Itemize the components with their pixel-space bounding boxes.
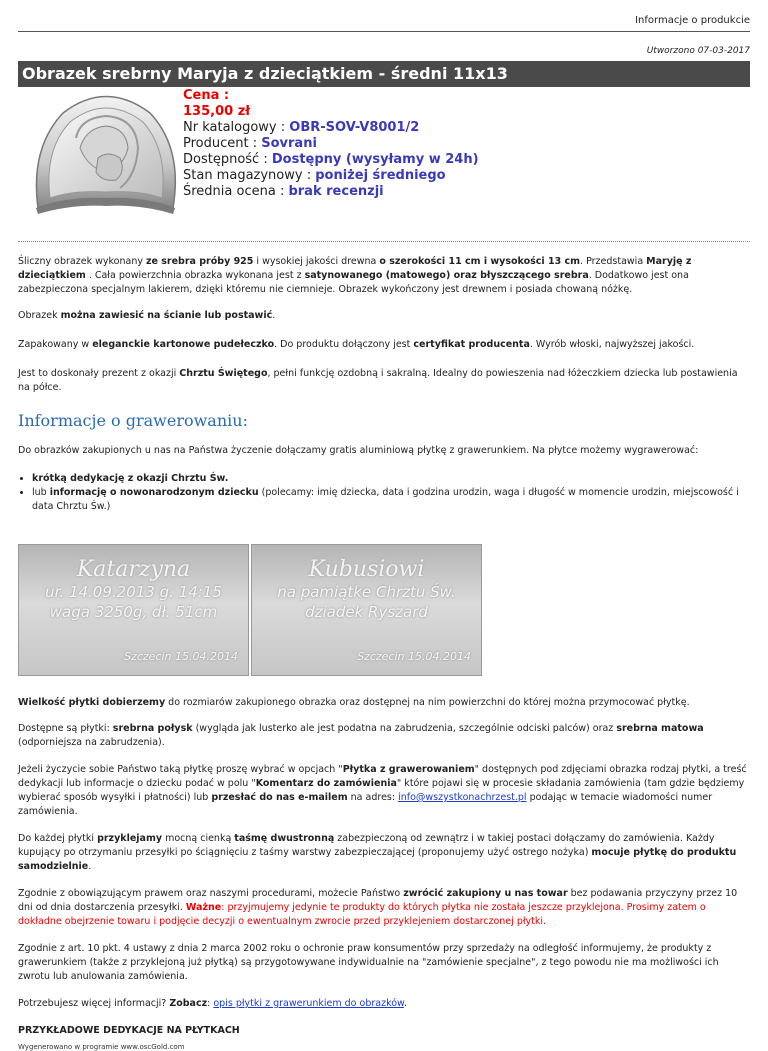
price-label: Cena : bbox=[183, 88, 230, 103]
engraving-plate bbox=[18, 544, 249, 676]
description-paragraph: Jest to doskonały prezent z okazji Chrztu Świętego, pełni funkcję ozdobną i sakralną. Idealny do powieszenia nad łóżeczkiem dziecka lub postawienia na półce. bbox=[18, 368, 738, 393]
description-paragraph: Śliczny obrazek wykonany ze srebra próby 925 i wysokiej jakości drewna o szerokości 11 cm i wysokości 13 cm. Przedstawia Maryję z dzieciątkiem . Cała powierzchnia obrazka wykonana jest z satynowanego (matowego) oraz błyszczącego srebra. Dodatkowo jest ona zabezpieczona specjalnym lakierem, dzięki któremu nie ciemnieje. Obrazek wykończony jest drewnem i posiada chowaną nóżkę. bbox=[18, 256, 692, 295]
section-header: Informacje o produkcie bbox=[18, 0, 750, 32]
stock-row bbox=[183, 168, 479, 184]
catalog-value: OBR-SOV-V8001/2 bbox=[289, 120, 420, 135]
details-paragraph: Wielkość płytki dobierzemy do rozmiarów zakupionego obrazka oraz dostępnej na nim powierzchni do której można przymocować płytkę. bbox=[18, 697, 690, 708]
plate-line: waga 3250g, dł. 51cm bbox=[49, 603, 218, 621]
legal-paragraph: Zgodnie z art. 10 pkt. 4 ustawy z dnia 2 marca 2002 roku o ochronie praw konsumentów przy sprzedaży na odległość informujemy, że produkty z grawerunkiem (także z przyklejoną już płytką) są przygotowywane indywidualnie na "zamówienie specjalne", z tego powodu nie ma możliwości ich zwrotu lub anulowania zamówienia. bbox=[18, 943, 719, 982]
details-paragraph: Do każdej płytki przyklejamy mocną cienką taśmę dwustronną zabezpieczoną od zewnątrz i w takiej postaci dołączamy do zamówienia. Każdy kupujący po otrzymaniu przesyłki po ściągnięciu z taśmy warstwy zabezpieczającej (proponujemy użyć ostrego nożyka) mocuje płytkę do produktu samodzielnie. bbox=[18, 833, 737, 872]
product-summary bbox=[18, 87, 750, 227]
separator bbox=[18, 241, 750, 242]
producer-row bbox=[183, 136, 479, 152]
product-image bbox=[28, 88, 183, 223]
product-info bbox=[183, 88, 479, 200]
email-link[interactable]: info@wszystkonachrzest.pl bbox=[398, 792, 527, 803]
description-paragraph: Obrazek można zawiesić na ścianie lub postawić. bbox=[18, 310, 276, 321]
engraving-intro: Do obrazków zakupionych u nas na Państwa życzenie dołączamy gratis aluminiową płytkę z grawerunkiem. Na płytce możemy wygrawerować: bbox=[18, 445, 699, 456]
more-info-paragraph: Potrzebujesz więcej informacji? Zobacz: opis płytki z grawerunkiem do obrazków. bbox=[18, 998, 407, 1009]
plate-description-link[interactable]: opis płytki z grawerunkiem do obrazków bbox=[213, 998, 404, 1009]
availability-row bbox=[183, 152, 479, 168]
product-title: Obrazek srebrny Maryja z dzieciątkiem - średni 11x13 bbox=[18, 61, 750, 87]
price-value: 135,00 zł bbox=[183, 104, 251, 119]
engraving-examples bbox=[18, 544, 750, 674]
returns-paragraph: Zgodnie z obowiązującym prawem oraz naszymi procedurami, możecie Państwo zwrócić zakupiony u nas towar bez podawania przyczyny przez 10 dni od dnia dostarczenia przesyłki. Ważne: przyjmujemy jedynie te produkty do których płytka nie została jeszcze przyklejona. Prosimy zatem o dokładne obejrzenie towaru i podjęcie decyzji o ewentualnym zwrocie przed przyklejeniem dostarczonej płytki. bbox=[18, 888, 738, 927]
details-paragraph: Jeżeli życzycie sobie Państwo taką płytkę proszę wybrać w opcjach "Płytka z grawerowaniem" dostępnych pod zdjęciami obrazka rodzaj płytki, a treść dedykacji lub informacje o dziecku podać w polu "Komentarz do zamówienia" które pojawi się w procesie składania zamówienia (tam gdzie będziemy wybierać sposób wysyłki i płatności) lub przesłać do nas e-mailem na adres: info@wszystkonachrzest.pl podając w temacie wiadomości numer zamówienia. bbox=[18, 764, 747, 817]
plate-name: Kubusiowi bbox=[308, 557, 425, 582]
plate-line: ur. 14.09.2013 g. 14:15 bbox=[45, 583, 222, 601]
plate-name: Katarzyna bbox=[76, 557, 191, 582]
availability-label: Dostępność : bbox=[183, 152, 268, 167]
catalog-row bbox=[183, 120, 479, 136]
plate-date: Szczecin 15.04.2014 bbox=[357, 650, 471, 663]
plate-line: dziadek Ryszard bbox=[305, 603, 428, 621]
availability-value: Dostępny (wysyłamy w 24h) bbox=[271, 152, 479, 167]
examples-heading: PRZYKŁADOWE DEDYKACJE NA PŁYTKACH bbox=[18, 1025, 240, 1036]
footer: Wygenerowano w programie www.oscGold.com bbox=[18, 1043, 185, 1051]
description-paragraph: Zapakowany w eleganckie kartonowe pudełeczko. Do produktu dołączony jest certyfikat producenta. Wyrób włoski, najwyższej jakości. bbox=[18, 339, 695, 350]
producer-label: Producent : bbox=[183, 136, 258, 151]
engraving-plate bbox=[251, 544, 482, 676]
stock-value: poniżej średniego bbox=[315, 168, 446, 183]
details-paragraph: Dostępne są płytki: srebrna połysk (wygląda jak lusterko ale jest podatna na zabrudzenia, szczególnie odciski palców) oraz srebrna matowa (odporniejsza na zabrudzenia). bbox=[18, 723, 704, 748]
catalog-label: Nr katalogowy : bbox=[183, 120, 286, 135]
plate-date: Szczecin 15.04.2014 bbox=[124, 650, 238, 663]
rating-value: brak recenzji bbox=[288, 184, 384, 199]
stock-label: Stan magazynowy : bbox=[183, 168, 312, 183]
rating-label: Średnia ocena : bbox=[183, 184, 285, 199]
list-item: • lub informację o nowonarodzonym dziecku (polecamy: imię dziecka, data i godzina urodzin, waga i długość w momencie urodzin, miejscowość i data Chrztu Św.) bbox=[32, 486, 750, 514]
rating-row bbox=[183, 184, 479, 200]
producer-value: Sovrani bbox=[261, 136, 317, 151]
list-item: • krótką dedykację z okazji Chrztu Św. bbox=[32, 472, 750, 486]
engraving-options-list bbox=[18, 472, 750, 514]
engraving-heading: Informacje o grawerowaniu: bbox=[18, 411, 248, 430]
page bbox=[18, 0, 750, 1051]
plate-line: na pamiątke Chrztu Św. bbox=[277, 583, 456, 601]
created-date: Utworzono 07-03-2017 bbox=[646, 46, 750, 56]
